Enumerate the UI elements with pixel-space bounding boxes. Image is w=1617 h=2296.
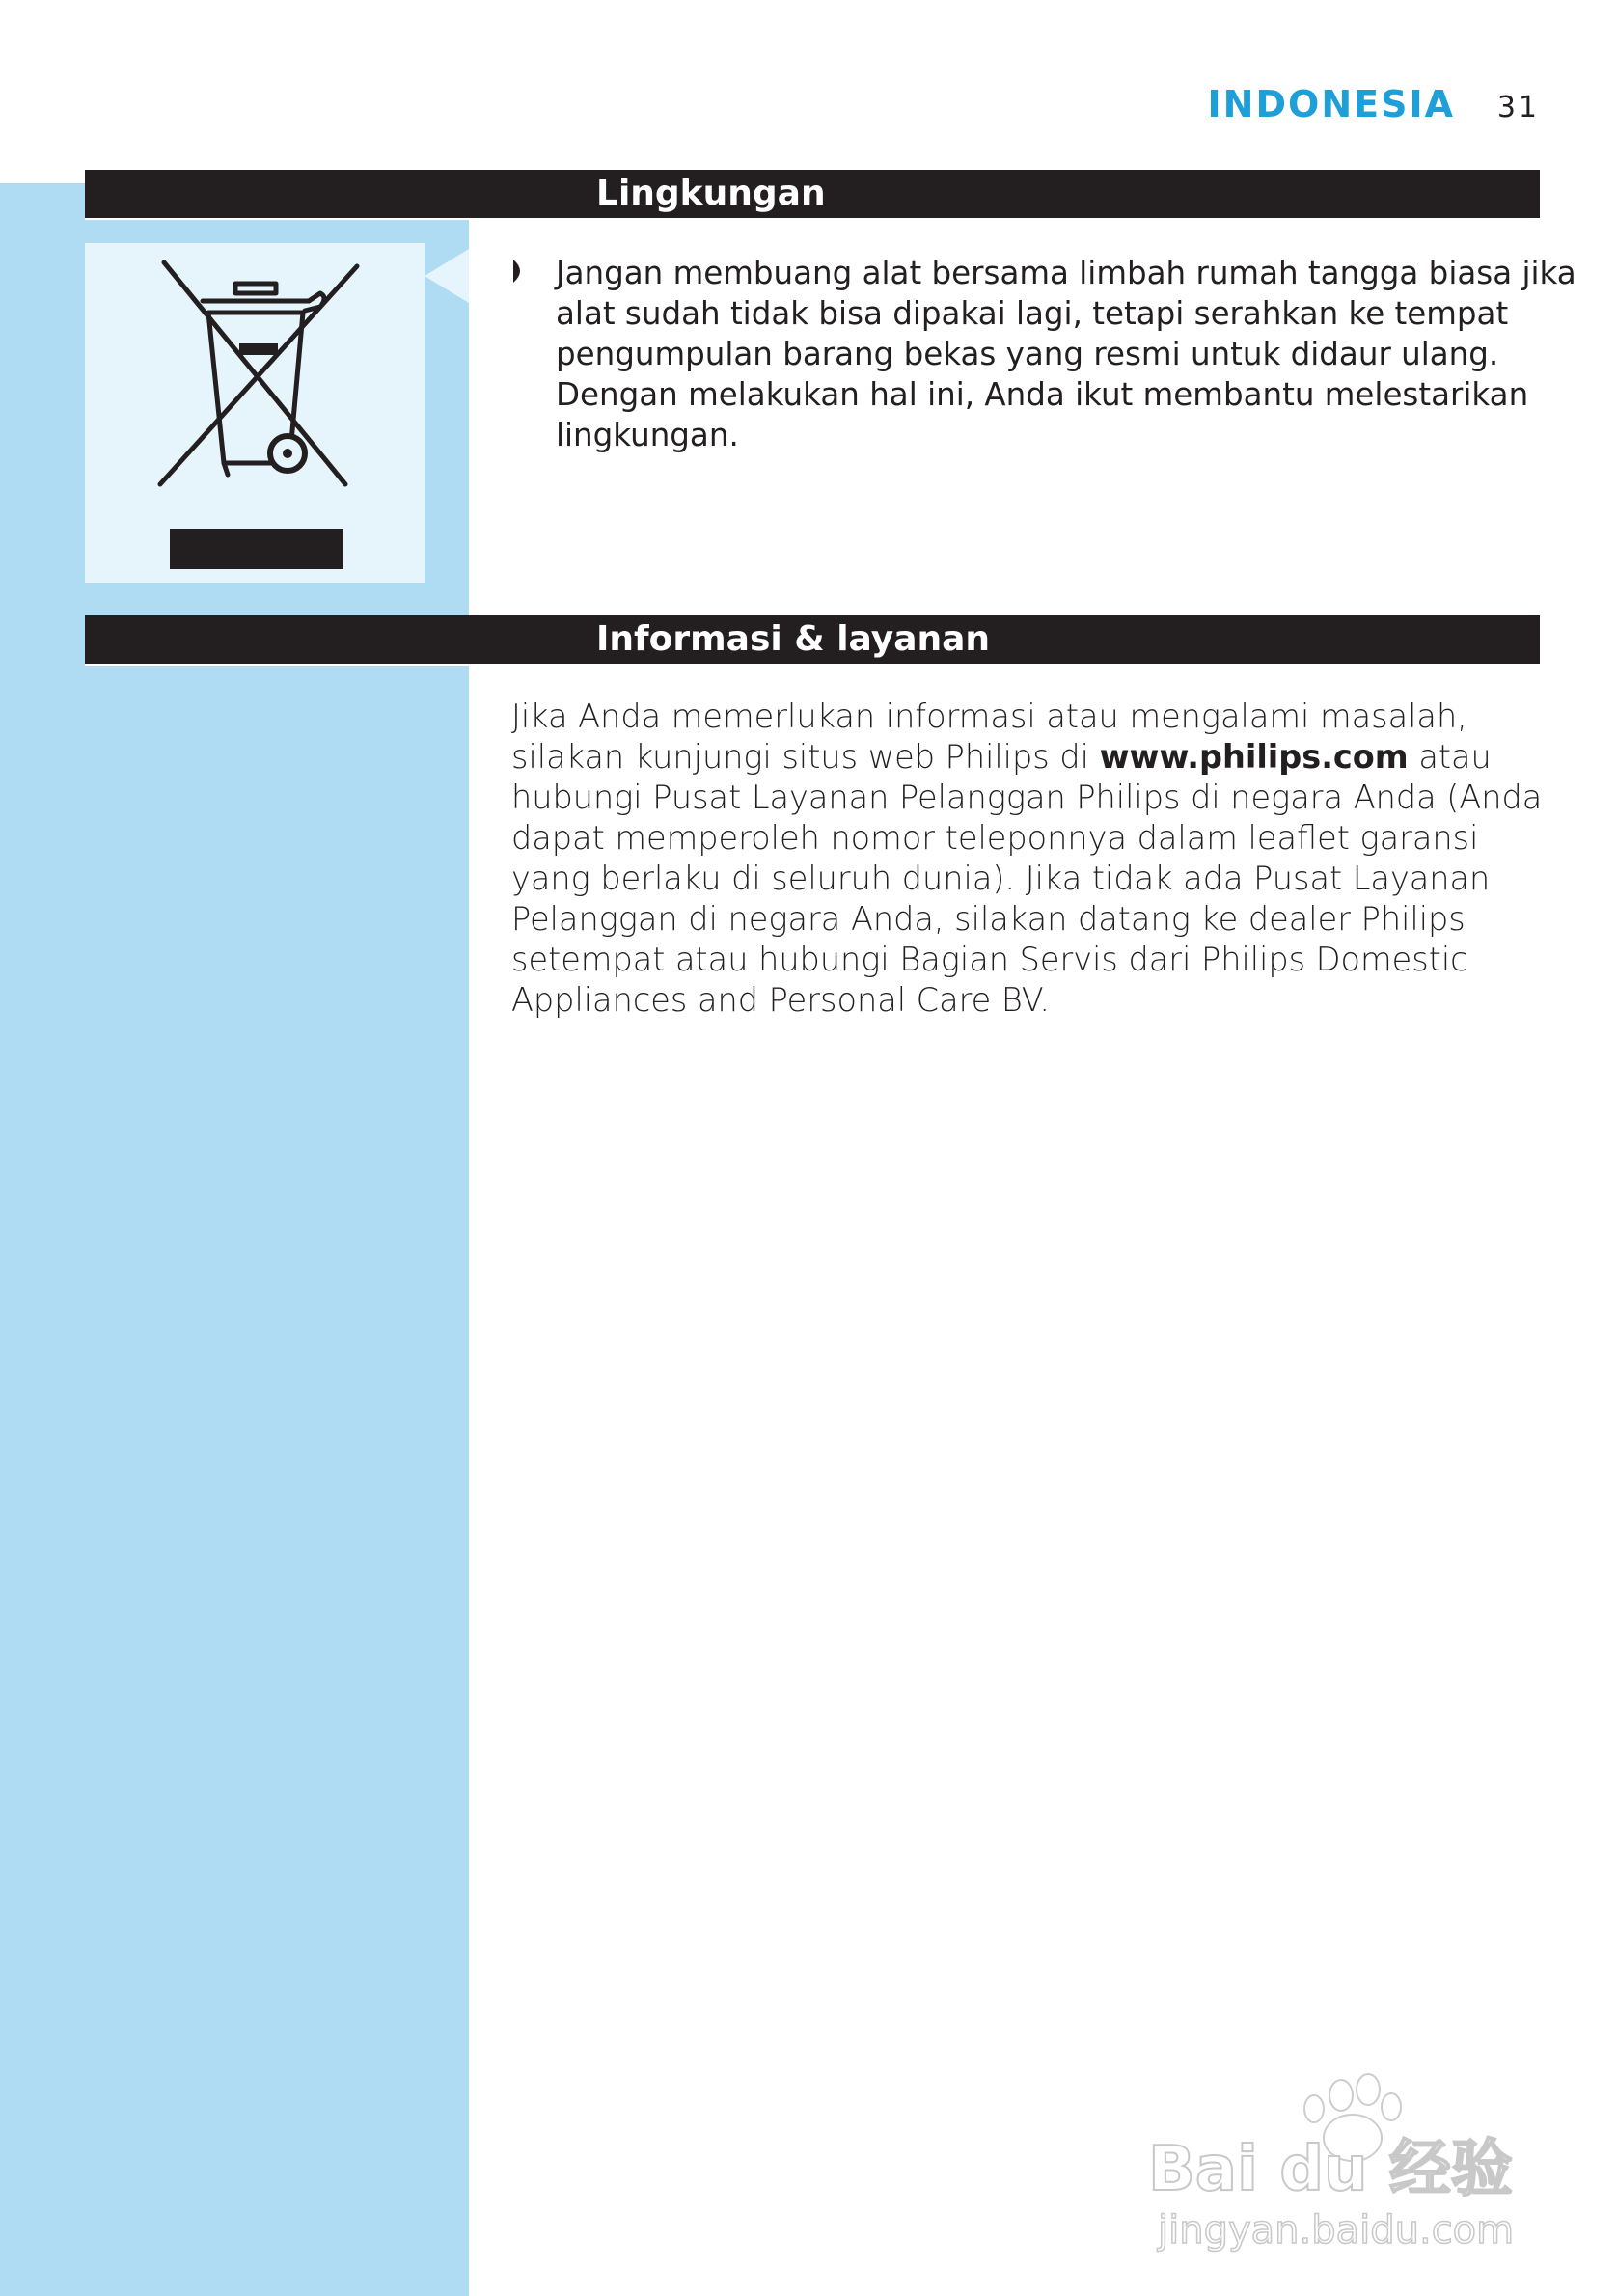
bullet-arrow-icon [511,259,529,284]
callout-pointer [425,249,469,303]
page-number: 31 [1496,91,1540,124]
philips-website-link[interactable]: www.philips.com [1099,738,1409,776]
section-bar-environment [85,170,1540,220]
info-text-before-link: Jika Anda memerlukan informasi atau mengalami masalah, silakan kunjungi situs web Philips di [511,697,1467,776]
section-title-info: Informasi & layanan [596,619,991,659]
baidu-watermark [1138,2045,1544,2257]
crossed-out-wheelie-bin-icon [85,243,425,583]
section-title-environment: Lingkungan [596,174,826,213]
environment-bullet-text: Jangan membuang alat bersama limbah rumah tangga biasa jika alat sudah tidak bisa dipakai lagi, tetapi serahkan ke tempat pengumpulan barang bekas yang resmi untuk didaur ulang. Dengan melakukan hal ini, Anda ikut membantu melestarikan lingkungan. [556,255,1576,453]
watermark-logo-text: Bai du 经验 [1148,2134,1513,2205]
info-paragraph [511,697,1553,1021]
watermark-url: jingyan.baidu.com [1158,2208,1515,2253]
section-bar-info [85,615,1540,666]
weee-icon-panel [85,243,425,583]
language-header: INDONESIA [1207,83,1455,125]
info-text-after-link: atau hubungi Pusat Layanan Pelanggan Philips di negara Anda (Anda dapat memperoleh nomor teleponnya dalam leaflet garansi yang berlaku di seluruh dunia). Jika tidak ada Pusat Layanan Pelanggan di negara Anda, silakan datang ke dealer Philips setempat atau hubungi Bagian Servis dari Philips Domestic Appliances and Personal Care BV. [511,738,1543,1019]
